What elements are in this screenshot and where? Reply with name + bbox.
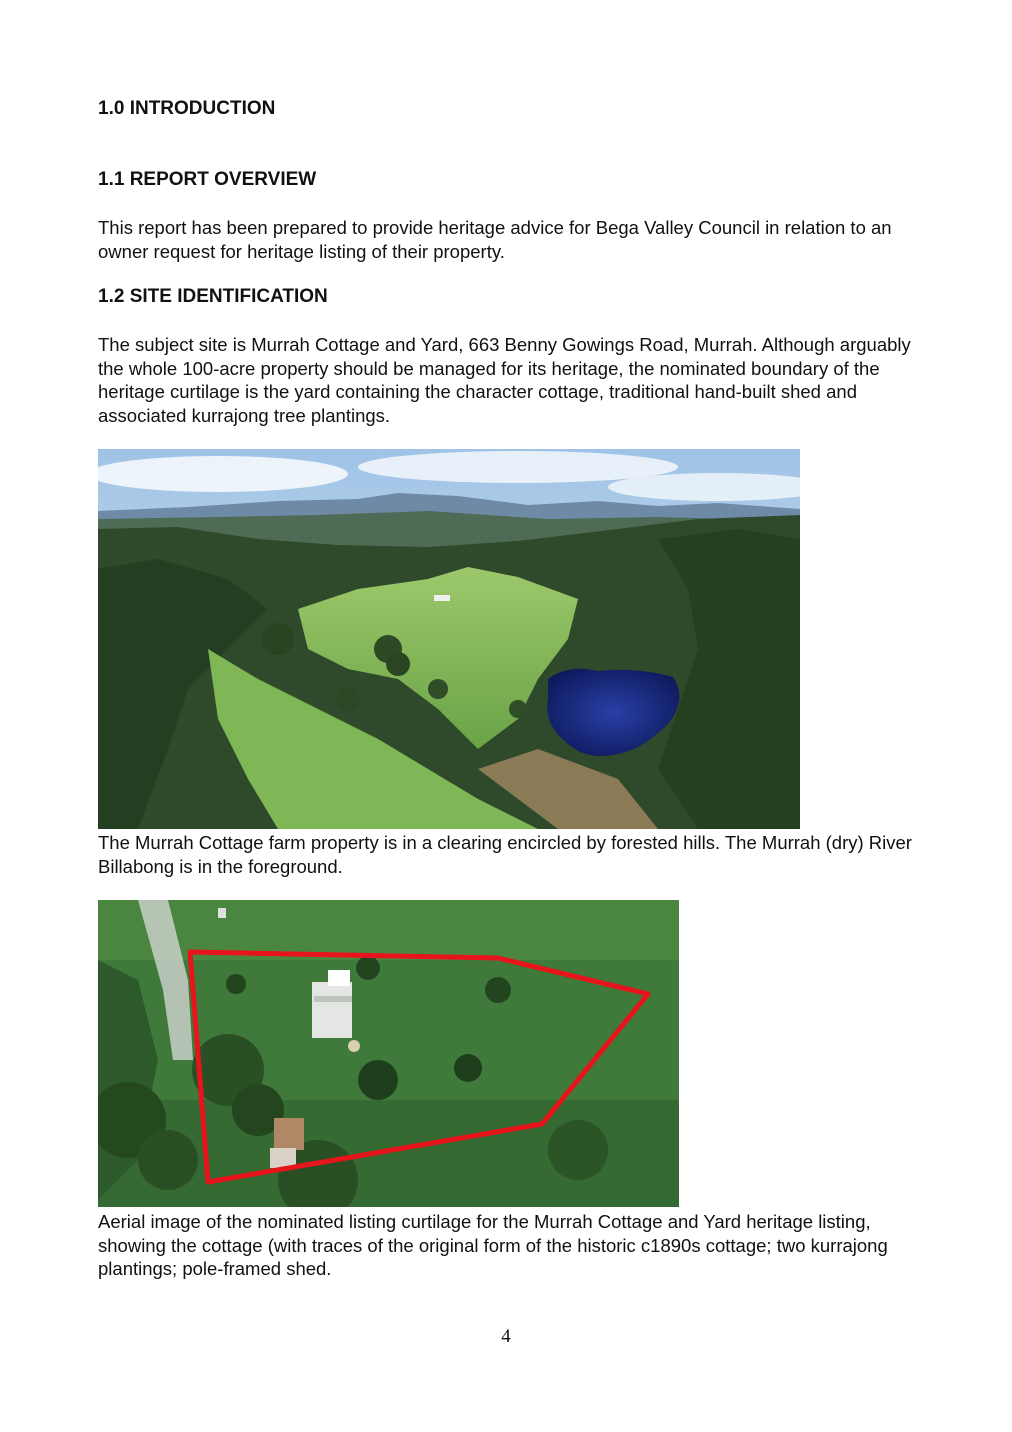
report-overview-text: This report has been prepared to provide heritage advice for Bega Valley Council in relation to an owner request for heritage listing of their property. [98,217,892,262]
heading-introduction: 1.0 INTRODUCTION [98,98,276,119]
aerial-image [98,900,679,1207]
site-identification-text: The subject site is Murrah Cottage and Yard, 663 Benny Gowings Road, Murrah. Although arguably the whole 100-acre property should be managed for its heritage, the nominated boundary of the heritage curtilage is the yard containing the character cottage, traditional hand-built shed and associated kurrajong tree plantings. [98,334,911,426]
page-number: 4 [501,1326,511,1347]
heading-site-identification: 1.2 SITE IDENTIFICATION [98,286,328,307]
landscape-caption: The Murrah Cottage farm property is in a clearing encircled by forested hills. The Murrah (dry) River Billabong is in the foreground. [98,832,912,877]
landscape-photo [98,449,800,829]
heading-report-overview: 1.1 REPORT OVERVIEW [98,169,317,190]
aerial-caption: Aerial image of the nominated listing curtilage for the Murrah Cottage and Yard heritage listing, showing the cottage (with traces of the original form of the historic c1890s cottage; two kurrajong plantings; pole-framed shed. [98,1211,888,1279]
